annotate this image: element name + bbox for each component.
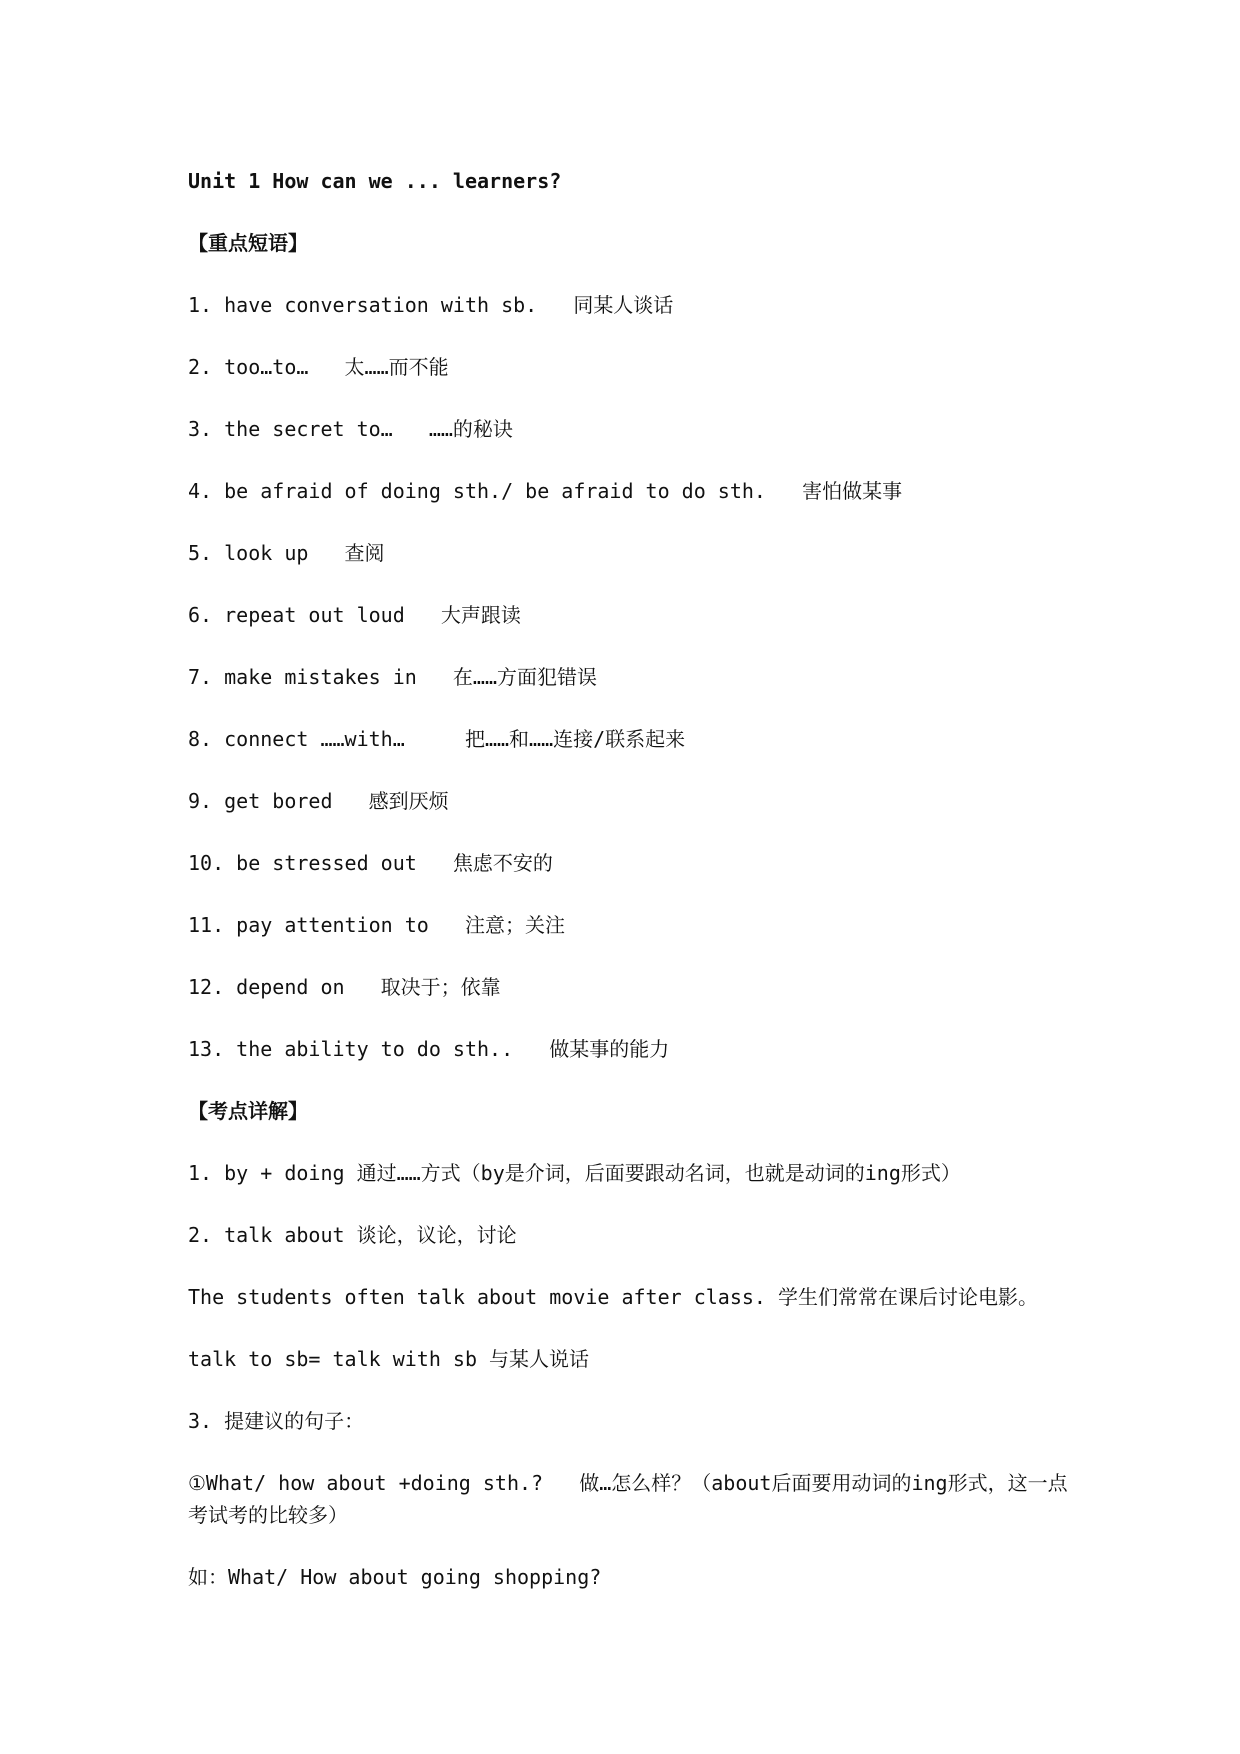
spacer xyxy=(188,1065,1068,1095)
spacer xyxy=(188,631,1068,661)
spacer xyxy=(188,1437,1068,1467)
spacer xyxy=(188,259,1068,289)
phrase-item: 10. be stressed out 焦虑不安的 xyxy=(188,851,553,875)
phrase-item: 2. too…to… 太……而不能 xyxy=(188,355,449,379)
spacer xyxy=(188,1531,1068,1561)
phrase-item: 8. connect ……with… 把……和……连接/联系起来 xyxy=(188,727,686,751)
spacer xyxy=(188,879,1068,909)
phrase-item: 3. the secret to… ……的秘诀 xyxy=(188,417,513,441)
phrase-item: 13. the ability to do sth.. 做某事的能力 xyxy=(188,1037,670,1061)
section-heading-key-points: 【考点详解】 xyxy=(188,1099,308,1123)
spacer xyxy=(188,197,1068,227)
document-title: Unit 1 How can we ... learners? xyxy=(188,169,562,193)
phrase-item: 6. repeat out loud 大声跟读 xyxy=(188,603,521,627)
spacer xyxy=(188,1313,1068,1343)
phrase-item: 12. depend on 取决于；依靠 xyxy=(188,975,501,999)
spacer xyxy=(188,693,1068,723)
spacer xyxy=(188,1127,1068,1157)
phrase-item: 5. look up 查阅 xyxy=(188,541,385,565)
spacer xyxy=(188,817,1068,847)
section-heading-key-phrases: 【重点短语】 xyxy=(188,231,308,255)
spacer xyxy=(188,1189,1068,1219)
spacer xyxy=(188,1375,1068,1405)
spacer xyxy=(188,507,1068,537)
phrase-item: 1. have conversation with sb. 同某人谈话 xyxy=(188,293,674,317)
spacer xyxy=(188,755,1068,785)
detail-example: talk to sb= talk with sb 与某人说话 xyxy=(188,1347,590,1371)
phrase-item: 11. pay attention to 注意；关注 xyxy=(188,913,565,937)
document-content xyxy=(188,165,1068,1593)
detail-item: 2. talk about 谈论，议论，讨论 xyxy=(188,1223,517,1247)
phrase-item: 4. be afraid of doing sth./ be afraid to do sth. 害怕做某事 xyxy=(188,479,903,503)
detail-example: The students often talk about movie after class. 学生们常常在课后讨论电影。 xyxy=(188,1285,1039,1309)
spacer xyxy=(188,445,1068,475)
spacer xyxy=(188,321,1068,351)
detail-subitem: ①What/ how about +doing sth.? 做…怎么样？（about后面要用动词的ing形式，这一点考试考的比较多） xyxy=(188,1471,1068,1527)
detail-item: 3. 提建议的句子： xyxy=(188,1409,365,1433)
detail-example: 如：What/ How about going shopping? xyxy=(188,1565,602,1589)
phrase-item: 7. make mistakes in 在……方面犯错误 xyxy=(188,665,597,689)
spacer xyxy=(188,941,1068,971)
spacer xyxy=(188,383,1068,413)
spacer xyxy=(188,1251,1068,1281)
detail-item: 1. by + doing 通过……方式（by是介词，后面要跟动名词，也就是动词的ing形式） xyxy=(188,1161,961,1185)
spacer xyxy=(188,569,1068,599)
phrase-item: 9. get bored 感到厌烦 xyxy=(188,789,449,813)
spacer xyxy=(188,1003,1068,1033)
